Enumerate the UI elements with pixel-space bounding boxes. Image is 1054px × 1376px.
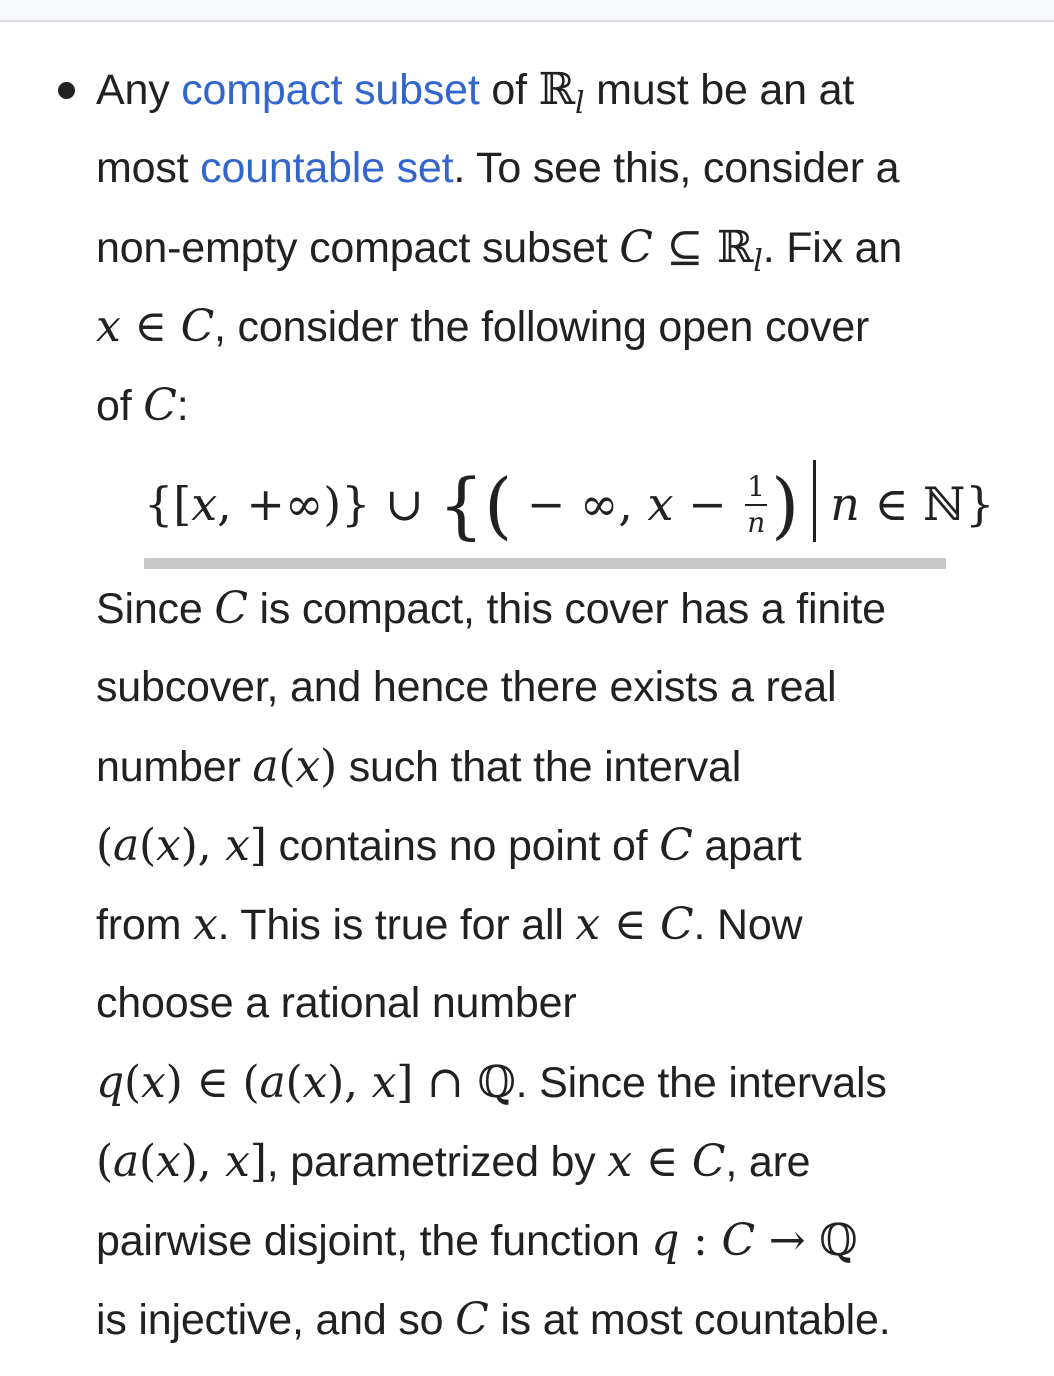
rationals-symbol: ℚ bbox=[477, 1057, 516, 1108]
math-a: a bbox=[259, 1057, 286, 1108]
text-line-12 bbox=[96, 1057, 887, 1108]
text-span: of bbox=[479, 66, 539, 114]
math-x: x bbox=[371, 1057, 397, 1108]
math-in-paren: ) ∈ ( bbox=[165, 1057, 260, 1108]
math-x: x bbox=[155, 1136, 181, 1187]
text-line-3 bbox=[96, 222, 903, 279]
text-span: is at most countable. bbox=[488, 1296, 891, 1344]
math-x: x bbox=[575, 899, 601, 950]
math-x: x bbox=[155, 820, 181, 871]
math-x: x bbox=[225, 1136, 250, 1187]
text-span: Since bbox=[96, 585, 215, 633]
text-span: , consider the following open cover bbox=[214, 303, 870, 351]
math-colon: : bbox=[679, 1215, 722, 1266]
text-span: pairwise disjoint, the function bbox=[96, 1217, 652, 1265]
math-C: C bbox=[619, 222, 653, 273]
text-line-2 bbox=[96, 144, 900, 192]
math-C: C bbox=[214, 583, 248, 634]
math-in: ∈ bbox=[600, 899, 660, 950]
bullet-point bbox=[58, 82, 75, 99]
text-span: . Fix an bbox=[762, 224, 903, 272]
math-C: C bbox=[691, 1136, 726, 1187]
text-span: must be an at bbox=[584, 66, 855, 114]
text-span: , are bbox=[725, 1138, 811, 1186]
math-paren: ( bbox=[139, 1136, 156, 1187]
formula-text: − ∞, bbox=[512, 477, 648, 531]
subscript-l: l bbox=[574, 86, 585, 121]
math-in: ∈ bbox=[631, 1136, 692, 1187]
math-x: x bbox=[225, 820, 250, 871]
text-span: number bbox=[96, 743, 253, 791]
text-span: choose a rational number bbox=[96, 979, 577, 1027]
formula-text: , +∞)} ∪ bbox=[217, 477, 439, 531]
math-x: x bbox=[302, 1057, 328, 1108]
math-n: n bbox=[830, 477, 860, 531]
real-numbers-symbol: ℝ bbox=[716, 222, 754, 273]
text-line-13 bbox=[96, 1136, 811, 1187]
text-line-5 bbox=[96, 380, 189, 431]
math-C: C bbox=[659, 820, 693, 871]
math-paren: ( bbox=[285, 1057, 303, 1108]
text-span: contains no point of bbox=[266, 822, 660, 870]
math-in: ∈ bbox=[120, 301, 181, 352]
text-line-15 bbox=[96, 1294, 891, 1345]
text-line-1 bbox=[96, 64, 855, 121]
text-span: . This is true for all bbox=[217, 901, 576, 949]
real-numbers-symbol: ℝ bbox=[538, 64, 575, 115]
math-a: a bbox=[252, 741, 279, 792]
countable-set-link[interactable]: countable set bbox=[200, 144, 454, 192]
math-paren: ), bbox=[180, 820, 226, 871]
display-formula[interactable] bbox=[144, 452, 995, 562]
text-span: of bbox=[96, 382, 144, 430]
math-x: x bbox=[607, 1136, 632, 1187]
text-span: apart bbox=[692, 822, 802, 870]
math-x: x bbox=[192, 899, 218, 950]
text-line-4 bbox=[96, 301, 870, 352]
math-bracket: ] bbox=[249, 1136, 267, 1187]
formula-big-brace: {( bbox=[438, 463, 513, 547]
math-x: x bbox=[140, 1057, 166, 1108]
math-C: C bbox=[143, 380, 177, 431]
text-span: . Since the intervals bbox=[515, 1059, 887, 1107]
formula-vertical-bar bbox=[813, 460, 816, 542]
compact-subset-link[interactable]: compact subset bbox=[181, 66, 480, 114]
subscript-l: l bbox=[753, 244, 763, 279]
math-paren: ) bbox=[319, 741, 337, 792]
math-q: q bbox=[651, 1215, 680, 1266]
math-x: x bbox=[96, 301, 121, 352]
math-paren: ), bbox=[180, 1136, 226, 1187]
text-span: is injective, and so bbox=[96, 1296, 456, 1344]
text-span: . Now bbox=[693, 901, 803, 949]
formula-big-paren: ) bbox=[771, 463, 800, 547]
text-span: : bbox=[176, 382, 189, 430]
math-paren: ( bbox=[96, 820, 113, 871]
text-line-9 bbox=[96, 820, 802, 871]
text-span: from bbox=[96, 901, 193, 949]
rationals-symbol: ℚ bbox=[819, 1215, 858, 1266]
top-bar bbox=[0, 0, 1054, 22]
math-bracket: ] bbox=[249, 820, 267, 871]
math-C: C bbox=[455, 1294, 489, 1345]
text-span: . To see this, consider a bbox=[453, 144, 900, 192]
text-span: such that the interval bbox=[336, 743, 742, 791]
math-paren: ( bbox=[139, 820, 156, 871]
math-cap: ] ∩ bbox=[396, 1057, 478, 1108]
fraction-numerator: 1 bbox=[745, 473, 767, 506]
math-x: x bbox=[295, 741, 320, 792]
math-C: C bbox=[180, 301, 215, 352]
fraction-denominator: n bbox=[747, 506, 766, 539]
math-x: x bbox=[191, 477, 218, 531]
text-span: most bbox=[96, 144, 201, 192]
text-line-11 bbox=[96, 979, 577, 1027]
formula-scrollbar[interactable] bbox=[144, 558, 946, 569]
math-C: C bbox=[721, 1215, 755, 1266]
text-span: subcover, and hence there exists a real bbox=[96, 663, 837, 711]
formula-minus: − bbox=[673, 477, 742, 531]
math-a: a bbox=[112, 1136, 140, 1187]
math-C: C bbox=[660, 899, 694, 950]
text-span: is compact, this cover has a finite bbox=[247, 585, 886, 633]
fraction-one-over-n bbox=[745, 470, 767, 539]
text-line-10 bbox=[96, 899, 803, 950]
math-paren: ( bbox=[123, 1057, 141, 1108]
math-paren: ), bbox=[327, 1057, 372, 1108]
math-subseteq: ⊆ bbox=[652, 222, 717, 273]
math-a: a bbox=[112, 820, 140, 871]
formula-content bbox=[144, 460, 994, 547]
math-paren: ( bbox=[278, 741, 296, 792]
text-line-14 bbox=[96, 1215, 858, 1266]
text-line-7 bbox=[96, 663, 837, 711]
text-span: , parametrized by bbox=[266, 1138, 608, 1186]
math-paren: ( bbox=[96, 1136, 113, 1187]
text-span: Any bbox=[96, 66, 182, 114]
text-line-8 bbox=[96, 741, 742, 792]
text-span: non-empty compact subset bbox=[96, 224, 620, 272]
formula-text: ∈ ℕ} bbox=[859, 477, 995, 531]
math-q: q bbox=[96, 1057, 124, 1108]
text-line-6 bbox=[96, 583, 886, 634]
math-x: x bbox=[647, 477, 674, 531]
formula-brace-open: {[ bbox=[144, 477, 192, 531]
math-arrow: → bbox=[754, 1215, 820, 1266]
